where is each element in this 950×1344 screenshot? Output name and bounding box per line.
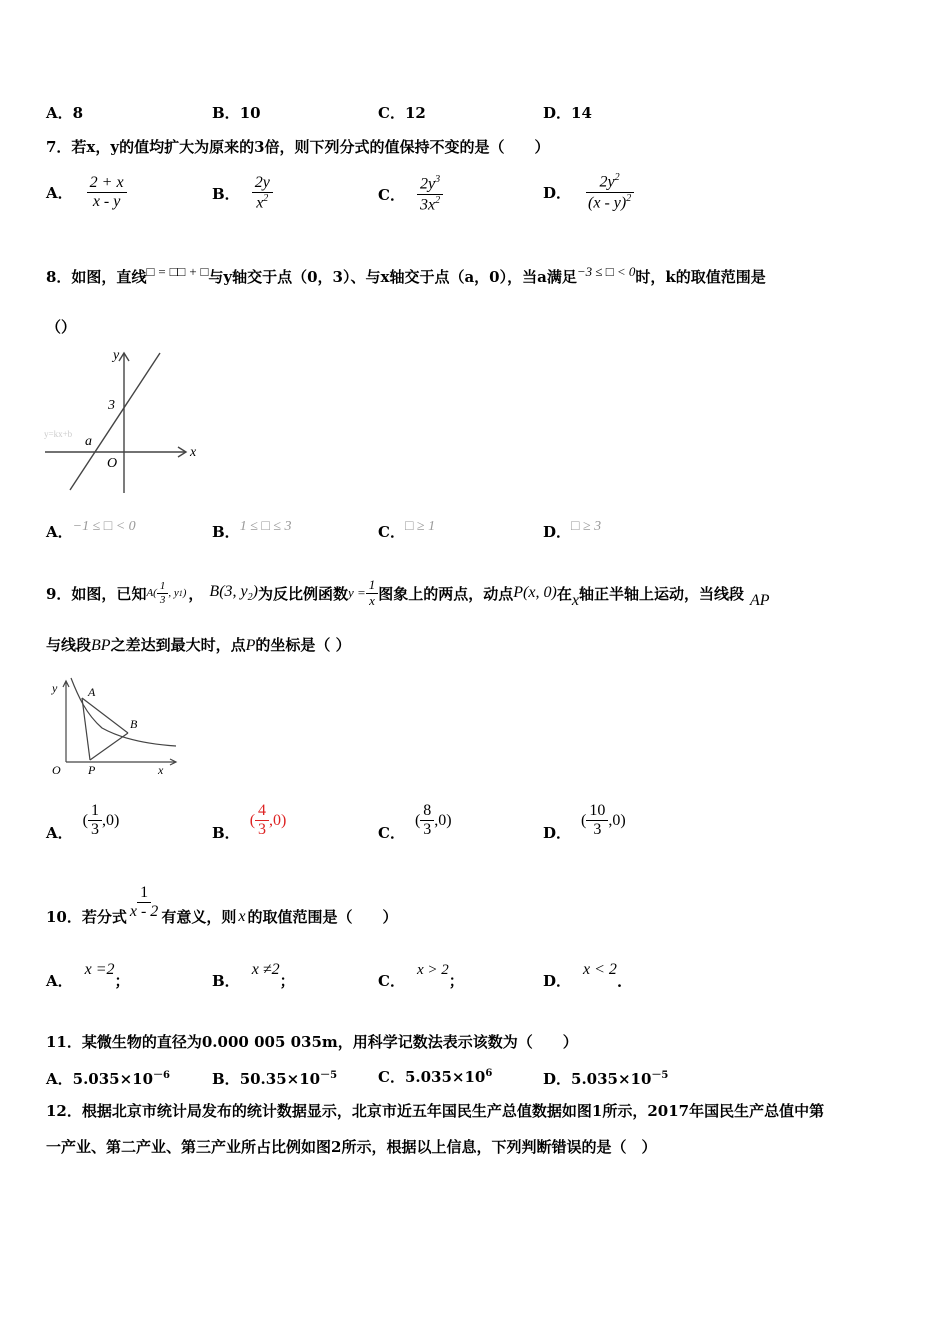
q8-option-a: A．−1 ≤ □ < 0 (46, 519, 136, 541)
q11-option-b: B．$50.35\times 10^{-5}$ (212, 1070, 338, 1088)
q11-option-c: C．$5.035\times 10^6$ (378, 1068, 493, 1086)
q8-option-b: B．1 ≤ □ ≤ 3 (212, 519, 292, 541)
q8-a-condition: −3 ≤ □ < 0 (576, 264, 636, 279)
q8-stem: 8．如图，直线 □ = □□ + □ 与y轴交于点（0，3）、与x轴交于点（a，0），当a满足 −3 ≤ □ < 0 时，k的取值范围是 (46, 264, 766, 286)
q8-intercept-3-label: 3 (108, 398, 115, 413)
q9-segment-ab (82, 698, 128, 733)
q9-option-d: D． ( $\frac{10}{3}$ ,0) (543, 802, 626, 843)
q9-point-a: A( $\frac{1}{3}$ , y 1 ) (146, 580, 187, 606)
q9-option-b-highlighted: ( $\frac{4}{3}$ ,0) (249, 802, 287, 839)
q6-option-d: D．14 (543, 104, 592, 122)
q9-graph (44, 676, 184, 778)
q10-option-c: C． x > 2 ； (378, 962, 464, 990)
q9-point-p: P(x, 0) (513, 584, 557, 602)
q8-graph (40, 345, 210, 500)
q8-x-label: x (190, 445, 197, 460)
q9-point-p-label: P (88, 763, 96, 777)
q9-y-label: y (52, 681, 58, 695)
q7-option-c: C． $\frac{2y^3}{3x^2}$ (378, 174, 443, 214)
q8-y-label: y (113, 348, 120, 363)
q8-stem-paren: （） (46, 318, 77, 336)
q12-stem-line1: 12．根据北京市统计局发布的统计数据显示，北京市近五年国民生产总值数据如图1所示，2017年国民生产总值中第 (46, 1102, 825, 1120)
q6-option-a: A．8 (46, 104, 84, 122)
q10-option-b: B． x ≠2 ； (212, 961, 295, 990)
q9-stem-line2: 与线段 BP 之差达到最大时，点 P 的坐标是（ ） (46, 636, 351, 654)
q11-option-a: A．$5.035\times 10^{-6}$ (46, 1070, 171, 1088)
q10-stem: 10．若分式 $\frac{1}{x - 2}$ 有意义，则 x 的取值范围是（ ） (46, 884, 398, 927)
q9-x-label: x (158, 763, 164, 777)
q8-option-c: C．□ ≥ 1 (378, 519, 436, 541)
q6-option-c: C．12 (378, 104, 426, 122)
q6-option-b: B．10 (212, 104, 261, 122)
q9-point-a-label: A (88, 685, 96, 699)
q7-c-fraction: $\frac{2y^3}{3x^2}$ (417, 174, 443, 214)
q8-option-d: D．□ ≥ 3 (543, 519, 602, 541)
q9-option-c: C． ( $\frac{8}{3}$ ,0) (378, 802, 452, 843)
q8-faint-watermark: y=kx+b (44, 429, 73, 439)
q8-origin-label: O (107, 456, 118, 471)
q10-option-a: A． x =2 ； (46, 961, 130, 990)
q9-function: y = $\frac{1}{x}$ (348, 578, 378, 609)
q7-b-fraction: $\frac{2y}{x^2}$ (252, 174, 273, 213)
q9-point-b: B(3, $y_2$) (209, 583, 258, 604)
q7-option-a: A． $\frac{2 + x}{x - y}$ (46, 174, 127, 212)
q12-stem-line2: 一产业、第二产业、第三产业所占比例如图2所示，根据以上信息，下列判断错误的是（ ） (46, 1138, 657, 1156)
q7-stem: 7．若x，y的值均扩大为原来的3倍，则下列分式的值保持不变的是（ ） (46, 138, 550, 156)
q7-option-b: B． $\frac{2y}{x^2}$ (212, 174, 273, 213)
q9-segment-bp (90, 733, 128, 760)
q9-segment-ap (82, 698, 90, 760)
q10-option-d: D． x < 2 . (543, 961, 623, 991)
q8-intercept-a-label: a (85, 434, 92, 449)
q9-option-b: B． ( $\frac{4}{3}$ ,0) (212, 802, 287, 843)
q9-option-a: A． ( $\frac{1}{3}$ ,0) (46, 802, 120, 843)
q11-option-d: D．$5.035\times 10^{-5}$ (543, 1070, 669, 1088)
q7-d-fraction: $\frac{2y^2}{(x - y)^2}$ (585, 172, 634, 212)
q8-line-equation: □ = □□ + □ (146, 264, 209, 279)
q7-option-d: D． $\frac{2y^2}{(x - y)^2}$ (543, 172, 634, 212)
q9-stem-line1: 9．如图，已知 A( $\frac{1}{3}$ , y 1 ) ， B(3, $y_2$) 为反比例函数 y = $\frac{1}{x}$ 图象上的两点，动点 P(x, 0) 在 x 轴正半轴上运动，当线段 AP (46, 577, 770, 610)
q9-origin-label: O (52, 763, 61, 777)
q11-stem: 11．某微生物的直径为0.000 005 035m，用科学记数法表示该数为（ ） (46, 1033, 578, 1051)
q10-fraction: $\frac{1}{x - 2}$ (129, 884, 159, 921)
q7-a-fraction: $\frac{2 + x}{x - y}$ (87, 174, 127, 212)
q9-point-b-label: B (130, 717, 138, 731)
